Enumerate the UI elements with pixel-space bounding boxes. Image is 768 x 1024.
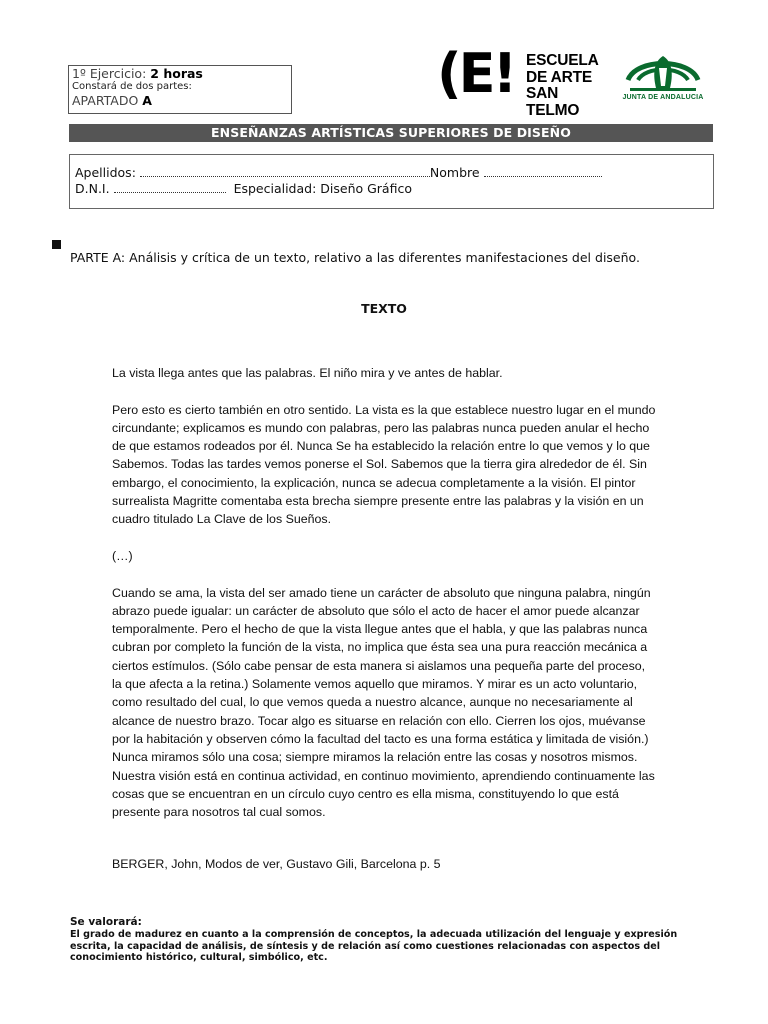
exercise-section bbox=[72, 93, 288, 108]
text-title: TEXTO bbox=[361, 301, 407, 316]
apellidos-label: Apellidos: bbox=[75, 165, 136, 180]
exercise-info-box bbox=[68, 65, 292, 114]
nombre-label: Nombre bbox=[429, 165, 480, 180]
exercise-duration bbox=[72, 67, 288, 81]
evaluation-criteria bbox=[70, 917, 718, 964]
logo-mark: (E! bbox=[437, 42, 515, 105]
logo-text bbox=[526, 53, 607, 119]
apellidos-row bbox=[75, 165, 602, 180]
escuela-arte-logo bbox=[437, 42, 607, 119]
dni-field[interactable] bbox=[114, 183, 226, 193]
citation: BERGER, John, Modos de ver, Gustavo Gili, Barcelona p. 5 bbox=[112, 857, 441, 871]
exercise-hours: 2 horas bbox=[150, 66, 203, 81]
banner-title: ENSEÑANZAS ARTÍSTICAS SUPERIORES DE DISEÑO bbox=[69, 124, 713, 142]
especialidad-label: Especialidad: Diseño Gráfico bbox=[233, 181, 412, 196]
junta-emblem-icon bbox=[620, 50, 706, 94]
bullet-square-icon bbox=[52, 240, 61, 249]
section-letter: A bbox=[142, 93, 152, 108]
junta-andalucia-logo bbox=[620, 50, 706, 108]
junta-caption: JUNTA DE ANDALUCIA bbox=[622, 94, 704, 101]
logo-line-1: ESCUELA bbox=[526, 52, 599, 69]
body-text bbox=[112, 364, 657, 840]
student-info-box bbox=[69, 154, 714, 209]
paragraph-3: Cuando se ama, la vista del ser amado tiene un carácter de absoluto que ninguna palabra, ningún abrazo puede igualar: un carácter de absoluto que sólo el acto de hacer el amor puede alcanzar temporalmente. Pero el hecho de que la vista llegue antes que el habla, y que las palabras nunca cubran por completo la función de la vista, no implica que ésta sea una pura reacción mecánica a ciertos estímulos. (Sólo cabe pensar de esta manera si aislamos una pequeña parte del proceso, la que afecta a la retina.) Solamente vemos aquello que miramos. Y mirar es un acto voluntario, como resultado del cual, lo que vemos queda a nuestro alcance, aunque no necesariamente al alcance de nuestro brazo. Tocar algo es situarse en relación con ello. Cierren los ojos, muévanse por la habitación y observen cómo la facultad del tacto es una forma estática y limitada de visión.) Nunca miramos sólo una cosa; siempre miramos la relación entre las cosas y nosotros mismos. Nuestra visión está en continua actividad, en continuo movimiento, aprendiendo continuamente las cosas que se encuentran en un círculo cuyo centro es ella misma, constituyendo lo que está presente para nosotros tal cual somos. bbox=[112, 585, 655, 820]
logo-line-3: SAN TELMO bbox=[526, 85, 580, 119]
paragraph-ellipsis: (…) bbox=[112, 548, 133, 563]
exercise-parts: Constará de dos partes: bbox=[72, 81, 192, 92]
apellidos-field[interactable] bbox=[140, 167, 430, 177]
section-label: APARTADO bbox=[72, 93, 139, 108]
paragraph-2: Pero esto es cierto también en otro sentido. La vista es la que establece nuestro lugar en el mundo circundante; explicamos es mundo con palabras, pero las palabras nunca pueden anular el hecho de que estamos rodeados por él. Nunca Se ha establecido la relación entre lo que vemos y lo que Sabemos. Todas las tardes vemos ponerse el Sol. Sabemos que la tierra gira alrededor de él. Sin embargo, el conocimiento, la explicación, nunca se adecua completamente a la visión. El pintor surrealista Magritte comentaba esta brecha siempre presente entre las palabras y la visión en un cuadro titulado La Clave de los Sueños. bbox=[112, 402, 656, 527]
part-a-label: PARTE A bbox=[70, 250, 121, 265]
evaluation-text: El grado de madurez en cuanto a la comprensión de conceptos, la adecuada utilización del lenguaje y expresión escrita, la capacidad de análisis, de síntesis y de relación así como cuestiones relacionadas con aspectos del conocimiento histórico, cultural, simbólico, etc. bbox=[70, 928, 678, 964]
dni-row bbox=[75, 181, 412, 196]
nombre-field[interactable] bbox=[484, 167, 602, 177]
exercise-label: 1º Ejercicio: bbox=[72, 66, 147, 81]
part-a-description: : Análisis y crítica de un texto, relativo a las diferentes manifestaciones del diseño. bbox=[120, 250, 640, 265]
logo-line-2: DE ARTE bbox=[526, 68, 593, 86]
dni-label: D.N.I. bbox=[75, 181, 110, 196]
evaluation-title: Se valorará: bbox=[70, 916, 142, 928]
part-a-heading bbox=[70, 250, 640, 265]
paragraph-1: La vista llega antes que las palabras. El niño mira y ve antes de hablar. bbox=[112, 366, 503, 380]
